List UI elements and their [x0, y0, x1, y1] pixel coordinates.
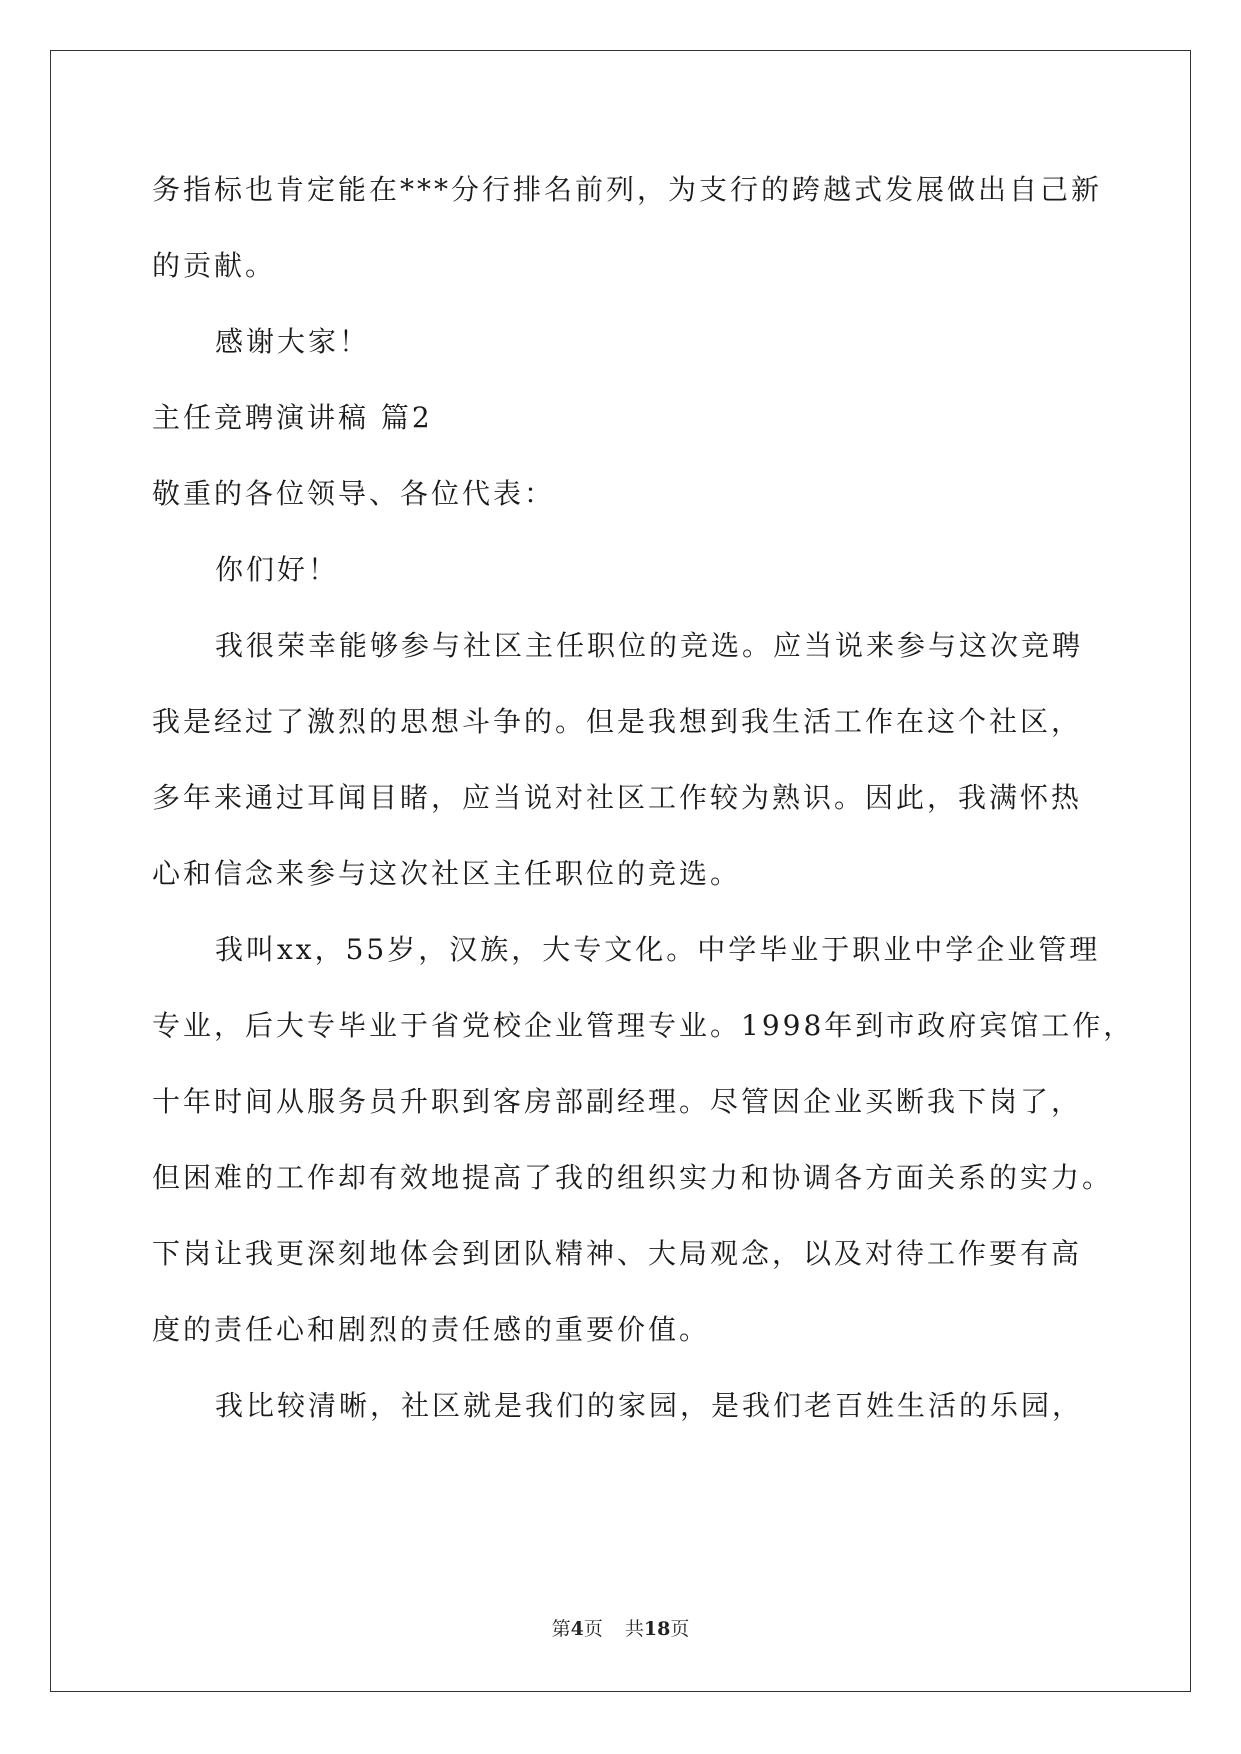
- total-pages: 18: [643, 1618, 671, 1640]
- text-line: 多年来通过耳闻目睹，应当说对社区工作较为熟识。因此，我满怀热: [152, 781, 1083, 814]
- total-prefix: 共: [624, 1618, 644, 1640]
- text-line: 我是经过了激烈的思想斗争的。但是我想到我生活工作在这个社区，: [152, 705, 1083, 738]
- text-line: 心和信念来参与这次社区主任职位的竞选。: [152, 857, 742, 890]
- text-line: 但困难的工作却有效地提高了我的组织实力和协调各方面关系的实力。: [152, 1161, 1114, 1194]
- page-suffix: 页: [583, 1618, 603, 1640]
- page-number: 4: [570, 1618, 584, 1640]
- text-line: 下岗让我更深刻地体会到团队精神、大局观念，以及对待工作要有高: [152, 1237, 1083, 1270]
- text-line: 我很荣幸能够参与社区主任职位的竞选。应当说来参与这次竞聘: [215, 629, 1084, 662]
- page-footer: [0, 1614, 1241, 1641]
- text-line: 务指标也肯定能在***分行排名前列，为支行的跨越式发展做出自己新: [152, 173, 1103, 206]
- page-prefix: 第: [551, 1618, 571, 1640]
- text-line: 我叫xx，55岁，汉族，大专文化。中学毕业于职业中学企业管理: [215, 933, 1101, 966]
- salutation: 敬重的各位领导、各位代表：: [152, 477, 556, 510]
- total-suffix: 页: [670, 1618, 690, 1640]
- text-line: 专业，后大专毕业于省党校企业管理专业。1998年到市政府宾馆工作，: [152, 1009, 1135, 1042]
- text-line: 我比较清晰，社区就是我们的家园，是我们老百姓生活的乐园，: [215, 1389, 1084, 1422]
- greeting: 你们好！: [215, 553, 340, 586]
- section-heading: 主任竞聘演讲稿 篇2: [152, 401, 433, 434]
- text-line: 感谢大家！: [215, 325, 371, 358]
- text-line: 度的责任心和剧烈的责任感的重要价值。: [152, 1313, 711, 1346]
- text-line: 的贡献。: [152, 249, 277, 282]
- text-line: 十年时间从服务员升职到客房部副经理。尽管因企业买断我下岗了，: [152, 1085, 1083, 1118]
